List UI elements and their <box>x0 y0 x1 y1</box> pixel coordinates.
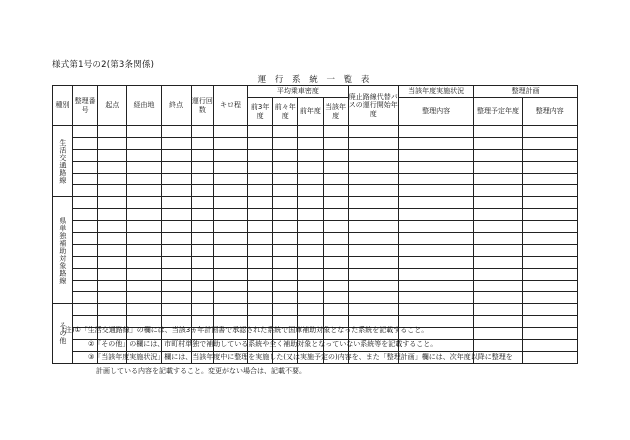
table-cell <box>474 173 522 185</box>
table-cell <box>348 209 398 221</box>
table-cell <box>273 209 298 221</box>
category-label: 県単独補助対象路線 <box>53 197 73 304</box>
table-cell <box>474 280 522 292</box>
table-cell <box>213 221 247 233</box>
note-1: (注)①「生活交通路線」の欄には、当該3ヵ年計画書で承認された系統で国庫補助対象となった系統を記載すること。 <box>62 326 429 334</box>
table-cell <box>248 161 273 173</box>
table-cell <box>298 126 323 138</box>
table-cell <box>474 292 522 304</box>
table-cell <box>298 173 323 185</box>
table-cell <box>348 244 398 256</box>
table-cell <box>248 185 273 197</box>
table-cell <box>273 197 298 209</box>
document-title: 運 行 系 統 一 覧 表 <box>257 75 373 85</box>
table-cell <box>161 173 191 185</box>
category-label: 生活交通路線 <box>53 126 73 197</box>
table-cell <box>73 304 98 316</box>
table-cell <box>191 244 213 256</box>
table-row <box>53 173 578 185</box>
table-cell <box>161 233 191 245</box>
table-cell <box>73 280 98 292</box>
table-cell <box>522 268 577 280</box>
table-cell <box>161 197 191 209</box>
table-cell <box>323 221 348 233</box>
table-cell <box>398 149 473 161</box>
table-cell <box>273 268 298 280</box>
table-row <box>53 126 578 138</box>
table-cell <box>298 197 323 209</box>
table-cell <box>348 173 398 185</box>
table-cell <box>248 209 273 221</box>
table-cell <box>161 280 191 292</box>
table-cell <box>161 149 191 161</box>
table-cell <box>522 340 577 352</box>
table-cell <box>273 280 298 292</box>
table-cell <box>298 292 323 304</box>
table-cell <box>474 149 522 161</box>
header-avg-year-current: 当該年度 <box>323 98 348 126</box>
table-cell <box>248 304 273 316</box>
table-cell <box>298 209 323 221</box>
table-cell <box>298 244 323 256</box>
table-cell <box>98 149 127 161</box>
table-cell <box>98 244 127 256</box>
table-cell <box>73 292 98 304</box>
table-row <box>53 197 578 209</box>
table-cell <box>273 185 298 197</box>
table-cell <box>98 209 127 221</box>
header-trips: 運行回数 <box>191 86 213 126</box>
table-cell <box>323 268 348 280</box>
table-cell <box>398 221 473 233</box>
table-cell <box>398 161 473 173</box>
table-row <box>53 137 578 149</box>
table-cell <box>98 126 127 138</box>
table-cell <box>191 149 213 161</box>
table-cell <box>348 268 398 280</box>
table-cell <box>474 256 522 268</box>
table-cell <box>298 280 323 292</box>
table-cell <box>522 351 577 363</box>
header-avg-year-1: 前年度 <box>298 98 323 126</box>
table-cell <box>323 256 348 268</box>
table-cell <box>522 316 577 328</box>
table-cell <box>98 280 127 292</box>
table-cell <box>248 244 273 256</box>
table-cell <box>248 268 273 280</box>
table-cell <box>522 137 577 149</box>
table-cell <box>213 304 247 316</box>
header-avg-year-3: 前3年度 <box>248 98 273 126</box>
table-cell <box>273 126 298 138</box>
table-cell <box>323 197 348 209</box>
table-cell <box>127 161 161 173</box>
table-cell <box>98 173 127 185</box>
header-plan-content: 整理内容 <box>522 98 577 126</box>
table-cell <box>213 173 247 185</box>
table-cell <box>248 197 273 209</box>
table-cell <box>191 197 213 209</box>
table-cell <box>474 233 522 245</box>
table-cell <box>348 280 398 292</box>
table-cell <box>213 244 247 256</box>
table-cell <box>161 137 191 149</box>
table-cell <box>248 233 273 245</box>
table-cell <box>323 149 348 161</box>
table-cell <box>191 161 213 173</box>
table-cell <box>522 292 577 304</box>
table-cell <box>98 161 127 173</box>
table-cell <box>398 126 473 138</box>
table-row <box>53 233 578 245</box>
table-cell <box>398 173 473 185</box>
table-cell <box>191 268 213 280</box>
table-cell <box>73 256 98 268</box>
table-cell <box>161 221 191 233</box>
table-cell <box>161 244 191 256</box>
table-cell <box>73 185 98 197</box>
table-cell <box>323 137 348 149</box>
table-cell <box>348 185 398 197</box>
table-cell <box>348 304 398 316</box>
table-cell <box>398 280 473 292</box>
table-cell <box>248 280 273 292</box>
table-cell <box>273 244 298 256</box>
table-cell <box>191 137 213 149</box>
table-cell <box>474 304 522 316</box>
table-cell <box>248 221 273 233</box>
table-cell <box>161 161 191 173</box>
table-cell <box>98 268 127 280</box>
table-cell <box>273 233 298 245</box>
table-cell <box>248 173 273 185</box>
table-cell <box>191 185 213 197</box>
table-cell <box>348 221 398 233</box>
table-cell <box>73 173 98 185</box>
table-cell <box>213 280 247 292</box>
table-cell <box>191 173 213 185</box>
table-cell <box>213 256 247 268</box>
table-row <box>53 304 578 316</box>
table-cell <box>191 292 213 304</box>
header-current-content: 整理内容 <box>398 98 473 126</box>
table-cell <box>298 221 323 233</box>
table-cell <box>298 137 323 149</box>
table-cell <box>398 185 473 197</box>
table-cell <box>474 197 522 209</box>
table-cell <box>127 126 161 138</box>
table-cell <box>73 126 98 138</box>
table-cell <box>522 233 577 245</box>
table-cell <box>323 209 348 221</box>
table-cell <box>73 233 98 245</box>
table-cell <box>323 161 348 173</box>
table-cell <box>398 137 473 149</box>
form-number: 様式第1号の2(第3条関係) <box>52 60 155 70</box>
table-cell <box>98 221 127 233</box>
table-cell <box>522 256 577 268</box>
table-cell <box>98 185 127 197</box>
header-start: 起点 <box>98 86 127 126</box>
table-row <box>53 244 578 256</box>
table-cell <box>127 304 161 316</box>
table-cell <box>127 280 161 292</box>
table-cell <box>213 292 247 304</box>
header-category: 種別 <box>53 86 73 126</box>
table-cell <box>522 280 577 292</box>
table-cell <box>127 149 161 161</box>
table-cell <box>191 221 213 233</box>
table-cell <box>127 173 161 185</box>
table-cell <box>213 197 247 209</box>
table-cell <box>73 221 98 233</box>
table-cell <box>522 244 577 256</box>
table-cell <box>73 244 98 256</box>
table-cell <box>161 126 191 138</box>
table-cell <box>127 268 161 280</box>
table-cell <box>73 161 98 173</box>
header-km: キロ程 <box>213 86 247 126</box>
table-cell <box>398 233 473 245</box>
table-cell <box>213 149 247 161</box>
table-cell <box>474 221 522 233</box>
header-end: 終点 <box>161 86 191 126</box>
table-cell <box>191 233 213 245</box>
header-avg-density: 平均乗車密度 <box>248 86 349 98</box>
table-cell <box>127 233 161 245</box>
table-cell <box>273 221 298 233</box>
table-cell <box>348 149 398 161</box>
table-cell <box>127 221 161 233</box>
table-cell <box>127 137 161 149</box>
table-cell <box>213 185 247 197</box>
table-cell <box>474 126 522 138</box>
table-cell <box>213 161 247 173</box>
table-cell <box>298 185 323 197</box>
table-cell <box>273 149 298 161</box>
table-cell <box>398 197 473 209</box>
note-3-continued: 計画している内容を記載すること。変更がない場合は、記載不要。 <box>96 366 306 375</box>
category-label: その他 <box>53 304 73 363</box>
table-cell <box>298 268 323 280</box>
table-cell <box>474 161 522 173</box>
header-avg-year-2: 前々年度 <box>273 98 298 126</box>
note-2: ②「その他」の欄には、市町村単独で補助している系統や全く補助対象となっていない系統等を記載すること。 <box>88 339 438 348</box>
table-cell <box>323 185 348 197</box>
table-cell <box>474 137 522 149</box>
table-row <box>53 292 578 304</box>
table-cell <box>273 173 298 185</box>
table-cell <box>161 209 191 221</box>
table-cell <box>323 233 348 245</box>
table-cell <box>127 292 161 304</box>
table-cell <box>474 209 522 221</box>
table-cell <box>323 244 348 256</box>
table-row <box>53 280 578 292</box>
table-cell <box>298 233 323 245</box>
table-cell <box>213 126 247 138</box>
table-cell <box>127 185 161 197</box>
table-cell <box>127 209 161 221</box>
table-cell <box>398 256 473 268</box>
table-cell <box>161 292 191 304</box>
table-cell <box>298 256 323 268</box>
table-cell <box>127 256 161 268</box>
table-cell <box>73 209 98 221</box>
table-row <box>53 209 578 221</box>
table-cell <box>98 292 127 304</box>
table-cell <box>474 268 522 280</box>
table-cell <box>98 304 127 316</box>
notes <box>62 324 513 378</box>
table-cell <box>161 185 191 197</box>
table-cell <box>73 149 98 161</box>
table-cell <box>298 304 323 316</box>
table-cell <box>213 233 247 245</box>
table-cell <box>273 256 298 268</box>
table-cell <box>191 256 213 268</box>
table-cell <box>213 137 247 149</box>
table-cell <box>248 126 273 138</box>
table-cell <box>273 292 298 304</box>
table-cell <box>248 256 273 268</box>
table-cell <box>127 244 161 256</box>
table-cell <box>298 149 323 161</box>
table-cell <box>522 173 577 185</box>
table-cell <box>348 137 398 149</box>
table-cell <box>398 244 473 256</box>
header-abolish-year: 廃止路線代替バスの運行開始年度 <box>348 86 398 126</box>
table-cell <box>323 126 348 138</box>
table-cell <box>522 185 577 197</box>
table-cell <box>398 268 473 280</box>
table-cell <box>474 244 522 256</box>
table-cell <box>522 209 577 221</box>
table-cell <box>522 304 577 316</box>
table-cell <box>348 126 398 138</box>
table-cell <box>323 304 348 316</box>
table-cell <box>323 173 348 185</box>
table-cell <box>161 256 191 268</box>
table-cell <box>98 137 127 149</box>
table-cell <box>191 209 213 221</box>
table-row <box>53 149 578 161</box>
table-cell <box>348 197 398 209</box>
header-current-status: 当該年度実施状況 <box>398 86 473 98</box>
table-cell <box>273 137 298 149</box>
table-cell <box>98 197 127 209</box>
table-cell <box>348 292 398 304</box>
table-cell <box>323 292 348 304</box>
header-plan: 整理計画 <box>474 86 578 98</box>
table-cell <box>127 197 161 209</box>
header-via: 経由地 <box>127 86 161 126</box>
table-cell <box>273 304 298 316</box>
table-cell <box>323 280 348 292</box>
table-row <box>53 268 578 280</box>
table-cell <box>73 197 98 209</box>
table-cell <box>398 292 473 304</box>
table-cell <box>191 304 213 316</box>
route-table <box>52 85 578 364</box>
table-row <box>53 221 578 233</box>
table-cell <box>348 161 398 173</box>
table-cell <box>398 304 473 316</box>
table-cell <box>161 304 191 316</box>
table-cell <box>191 280 213 292</box>
table-cell <box>522 161 577 173</box>
table-row <box>53 161 578 173</box>
table-cell <box>348 256 398 268</box>
table-cell <box>474 185 522 197</box>
table-cell <box>161 268 191 280</box>
table-cell <box>248 137 273 149</box>
table-cell <box>73 137 98 149</box>
table-cell <box>73 268 98 280</box>
table-cell <box>191 126 213 138</box>
table-cell <box>248 292 273 304</box>
table-cell <box>273 161 298 173</box>
table-cell <box>522 221 577 233</box>
header-plan-year: 整理予定年度 <box>474 98 522 126</box>
table-cell <box>348 233 398 245</box>
table-cell <box>522 197 577 209</box>
table-cell <box>213 209 247 221</box>
table-cell <box>248 149 273 161</box>
table-row <box>53 256 578 268</box>
table-row <box>53 185 578 197</box>
note-3: ③「当該年度実施状況」欄には、当該年度中に整理を実施した(又は実施予定の)内容を、また「整理計画」欄には、次年度以降に整理を <box>88 353 513 361</box>
table-cell <box>298 161 323 173</box>
table-cell <box>98 233 127 245</box>
table-cell <box>98 256 127 268</box>
table-cell <box>398 209 473 221</box>
table-cell <box>522 126 577 138</box>
table-cell <box>213 268 247 280</box>
table-cell <box>522 149 577 161</box>
header-number: 整理番号 <box>73 86 98 126</box>
table-cell <box>522 328 577 340</box>
